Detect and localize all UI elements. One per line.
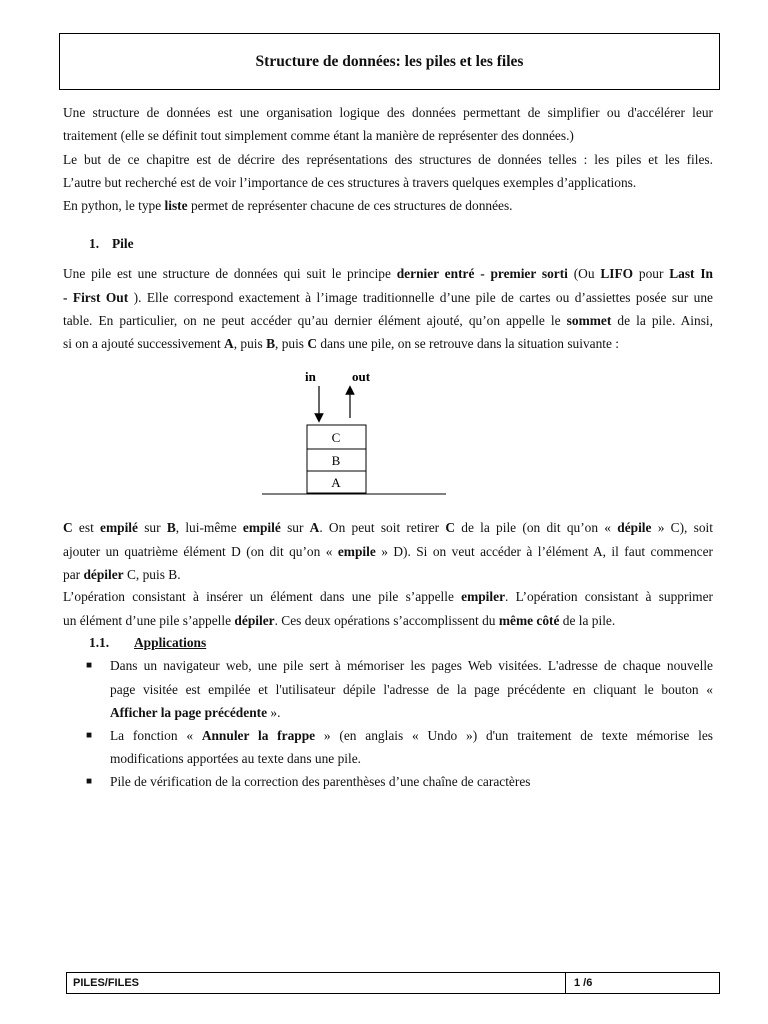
out-label: out: [352, 369, 371, 384]
section-number: 1.: [89, 236, 100, 251]
explain-line: ajouter un quatrième élément D (on dit qu’on « empile » D). Si on veut accéder à l’élément A, il faut commencer: [63, 544, 713, 559]
bullet-line: modifications apportées au texte dans une pile.: [110, 751, 361, 766]
section-title: Pile: [112, 236, 134, 251]
explain-line: C est empilé sur B, lui-même empilé sur A. On peut soit retirer C de la pile (on dit qu’on « dépile » C), soit: [63, 520, 713, 535]
footer-divider: [565, 973, 566, 993]
intro-line: L’autre but recherché est de voir l’importance de ces structures à travers quelques exemples d’applications.: [63, 175, 637, 190]
pile-line: - First Out ). Elle correspond exactement à l’image traditionnelle d’une pile de cartes ou d’assiettes posée sur une: [63, 290, 713, 305]
cell-label-b: B: [331, 453, 341, 468]
bullet-icon: ■: [86, 660, 93, 671]
pile-line: table. En particulier, on ne peut accéder qu’au dernier élément ajouté, qu’on appelle le sommet de la pile. Ainsi,: [63, 313, 713, 328]
bullet-icon: ■: [86, 776, 93, 787]
bullet-line: Afficher la page précédente ».: [110, 705, 281, 720]
intro-line: Une structure de données est une organisation logique des données permettant de simplifier ou d'accélérer leur: [63, 105, 713, 120]
page-number: 1 /6: [574, 977, 593, 989]
cell-label-a: A: [331, 475, 341, 490]
pile-line: Une pile est une structure de données qui suit le principe dernier entré - premier sorti (Ou LIFO pour Last In: [63, 266, 713, 281]
explain-line: L’opération consistant à insérer un élément dans une pile s’appelle empiler. L’opération consistant à supprimer: [63, 589, 713, 604]
page-title: Structure de données: les piles et les files: [59, 33, 720, 90]
bullet-icon: ■: [86, 730, 93, 741]
subsection-number: 1.1.: [89, 635, 110, 650]
explain-line: un élément d’une pile s’appelle dépiler. Ces deux opérations s’accomplissent du même côté de la pile.: [63, 613, 616, 628]
bullet-line: La fonction « Annuler la frappe » (en anglais « Undo ») d'un traitement de texte mémorise les: [110, 728, 713, 743]
stack-diagram: [250, 360, 460, 505]
pile-line: si on a ajouté successivement A, puis B, puis C dans une pile, on se retrouve dans la situation suivante :: [63, 336, 620, 351]
bullet-line: Dans un navigateur web, une pile sert à mémoriser les pages Web visitées. L'adresse de chaque nouvelle: [110, 658, 713, 673]
bullet-line: page visitée est empilée et l'utilisateur dépile l'adresse de la page précédente en cliquant le bouton «: [110, 682, 713, 697]
bullet-line: Pile de vérification de la correction des parenthèses d’une chaîne de caractères: [110, 774, 531, 789]
explain-line: par dépiler C, puis B.: [63, 567, 181, 582]
intro-line: En python, le type liste permet de représenter chacune de ces structures de données.: [63, 198, 513, 213]
subsection-title: Applications: [134, 635, 207, 650]
cell-label-c: C: [331, 430, 341, 445]
footer-chapter: PILES/FILES: [73, 977, 140, 989]
intro-line: Le but de ce chapitre est de décrire des représentations des structures de données telles : les piles et les files.: [63, 152, 713, 167]
in-label: in: [305, 369, 316, 384]
intro-line: traitement (elle se définit tout simplement comme étant la manière de représenter des données.): [63, 128, 574, 143]
page-footer: [66, 972, 720, 994]
